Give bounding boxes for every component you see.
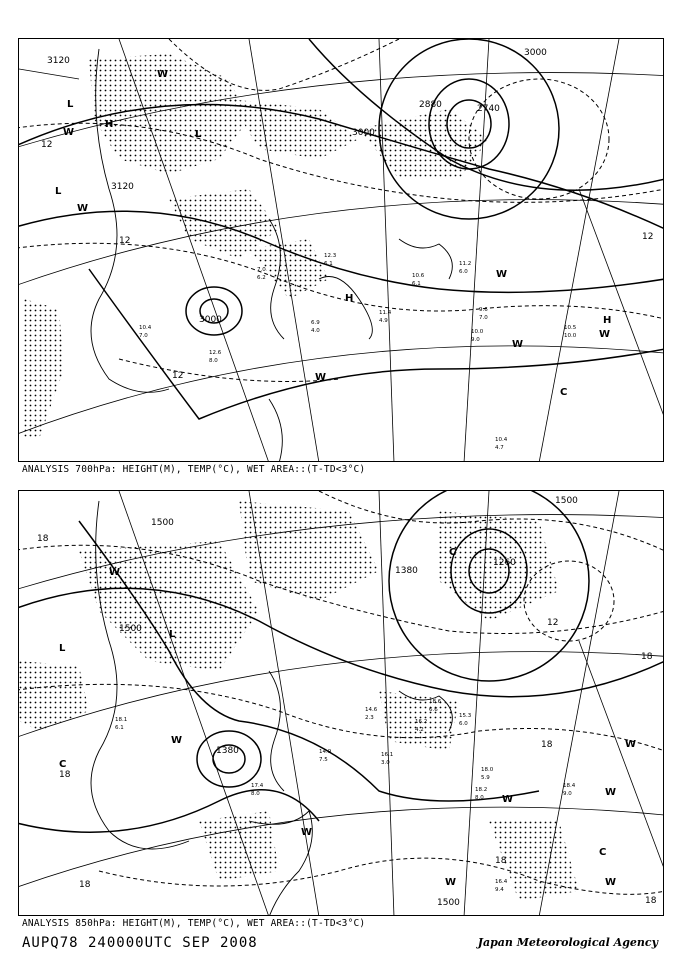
warm-center: W — [502, 794, 514, 805]
obs-temp: 12.3 — [324, 253, 337, 259]
height-label: 1500 — [555, 496, 578, 506]
height-label: 3000 — [199, 315, 222, 325]
obs-dewpoint: 4.9 — [379, 318, 388, 324]
temperature-label: 18 — [495, 856, 507, 866]
obs-dewpoint: 6.0 — [459, 721, 468, 727]
temperature-label: 12 — [547, 618, 559, 628]
obs-temp: 15.3 — [459, 713, 472, 719]
obs-dewpoint: 6.1 — [115, 725, 124, 731]
obs-temp: 16.4 — [495, 879, 508, 885]
warm-center: W — [625, 739, 637, 750]
temperature-label: 18 — [79, 880, 91, 890]
obs-temp: 18.1 — [115, 717, 128, 723]
temperature-label: 18 — [641, 652, 653, 662]
warm-center: W — [109, 567, 121, 578]
obs-temp: 14.6 — [365, 707, 378, 713]
obs-temp: 11.2 — [459, 261, 472, 267]
obs-temp: 10.4 — [139, 325, 152, 331]
warm-center: W — [605, 877, 617, 888]
low-center: L — [55, 186, 62, 197]
map-850hpa-svg — [19, 491, 664, 916]
panel-caption-850hpa: ANALYSIS 850hPa: HEIGHT(M), TEMP(°C), WET AREA::(T-TD<3°C) — [22, 918, 366, 929]
temperature-label: 18 — [59, 770, 71, 780]
warm-center: W — [171, 735, 183, 746]
obs-dewpoint: 9.0 — [563, 791, 572, 797]
obs-temp: 14.9 — [319, 749, 332, 755]
height-label: 1380 — [395, 566, 418, 576]
map-700hpa-svg — [19, 39, 664, 462]
temperature-label: 12 — [41, 140, 53, 150]
obs-dewpoint: 4.7 — [495, 445, 504, 451]
height-label: 1260 — [493, 558, 516, 568]
obs-dewpoint: 7.5 — [319, 757, 328, 763]
warm-center: W — [512, 339, 524, 350]
obs-temp: 17.4 — [251, 783, 264, 789]
low-center: L — [169, 629, 176, 640]
height-label: 3000 — [352, 128, 375, 138]
obs-temp: 11.4 — [379, 310, 392, 316]
height-label: 2880 — [419, 100, 442, 110]
warm-center: W — [445, 877, 457, 888]
obs-temp: 9.6 — [479, 307, 488, 313]
warm-center: W — [63, 127, 75, 138]
warm-center: W — [157, 69, 169, 80]
obs-dewpoint: 9.4 — [495, 887, 504, 893]
temperature-label: 12 — [642, 232, 654, 242]
chart-id-and-time: AUPQ78 240000UTC SEP 2008 — [22, 935, 258, 951]
warm-center: W — [599, 329, 611, 340]
obs-dewpoint: 6.0 — [459, 269, 468, 275]
map-panel-700hpa — [18, 38, 664, 462]
obs-temp: 12.6 — [209, 350, 222, 356]
warm-center: W — [605, 787, 617, 798]
low-center: L — [59, 643, 66, 654]
height-label: 1500 — [437, 898, 460, 908]
warm-center: W — [315, 372, 327, 383]
obs-dewpoint: 6.1 — [324, 261, 333, 267]
obs-temp: 16.2 — [415, 719, 428, 725]
obs-dewpoint: 4.0 — [311, 328, 320, 334]
obs-dewpoint: 8.0 — [209, 358, 218, 364]
cold-center: C — [59, 759, 67, 770]
height-label: 1380 — [216, 746, 239, 756]
cold-center: C — [560, 387, 568, 398]
wet-area-stipple — [24, 54, 489, 439]
obs-dewpoint: 7.0 — [479, 315, 488, 321]
obs-temp: 7.0 — [257, 267, 266, 273]
warm-center: W — [301, 827, 313, 838]
obs-temp: 18.6 — [429, 699, 442, 705]
obs-dewpoint: 4.2 — [415, 727, 424, 733]
obs-temp: 16.1 — [381, 752, 394, 758]
temperature-label: 18 — [37, 534, 49, 544]
low-center: L — [67, 99, 74, 110]
obs-dewpoint: 8.0 — [251, 791, 260, 797]
obs-temp: 10.4 — [495, 437, 508, 443]
high-center: H — [603, 315, 612, 326]
warm-center: W — [77, 203, 89, 214]
obs-temp: 6.9 — [311, 320, 320, 326]
cold-center: C — [599, 847, 607, 858]
obs-dewpoint: 3.0 — [381, 760, 390, 766]
obs-dewpoint: 10.0 — [564, 333, 577, 339]
obs-temp: 18.0 — [481, 767, 494, 773]
obs-temp: 10.6 — [412, 273, 425, 279]
obs-temp: 18.2 — [475, 787, 488, 793]
low-center: L — [195, 129, 202, 140]
panel-caption-700hpa: ANALYSIS 700hPa: HEIGHT(M), TEMP(°C), WET AREA::(T-TD<3°C) — [22, 464, 366, 475]
obs-temp: 10.0 — [471, 329, 484, 335]
obs-dewpoint: 6.1 — [412, 281, 421, 287]
height-label: 3000 — [524, 48, 547, 58]
temperature-label: 12 — [119, 236, 131, 246]
obs-dewpoint: 6.6 — [429, 707, 438, 713]
obs-dewpoint: 9.0 — [471, 337, 480, 343]
high-center: H — [105, 119, 114, 130]
high-center: H — [345, 293, 354, 304]
cold-center: C — [449, 547, 457, 558]
temperature-label: 18 — [645, 896, 657, 906]
height-label: 3120 — [47, 56, 70, 66]
height-label: 1500 — [151, 518, 174, 528]
obs-dewpoint: 7.0 — [139, 333, 148, 339]
height-label: 3120 — [111, 182, 134, 192]
temperature-label: 18 — [541, 740, 553, 750]
obs-dewpoint: 2.3 — [365, 715, 374, 721]
height-label: 2740 — [477, 104, 500, 114]
obs-temp: 10.5 — [564, 325, 577, 331]
obs-dewpoint: 5.9 — [481, 775, 490, 781]
map-panel-850hpa — [18, 490, 664, 916]
temperature-label: 12 — [172, 371, 184, 381]
obs-dewpoint: 8.0 — [475, 795, 484, 801]
obs-dewpoint: 6.2 — [257, 275, 266, 281]
height-label: 1500 — [119, 624, 142, 634]
station-observations — [139, 253, 577, 451]
agency-name: Japan Meteorological Agency — [477, 936, 658, 949]
obs-temp: 18.4 — [563, 783, 576, 789]
warm-center: W — [496, 269, 508, 280]
